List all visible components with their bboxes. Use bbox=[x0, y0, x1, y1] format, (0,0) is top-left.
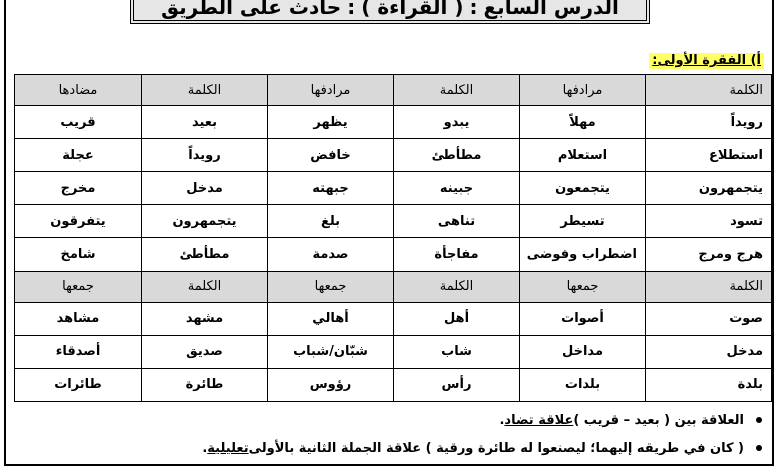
table-cell: مفاجأة bbox=[394, 238, 520, 271]
table-header-cell: الكلمة bbox=[142, 75, 268, 106]
table-row bbox=[15, 172, 772, 205]
table-cell: عجلة bbox=[15, 139, 142, 172]
table-header-row bbox=[15, 271, 772, 302]
note-emphasis: علاقة تضاد bbox=[504, 412, 574, 428]
note-text: العلاقة بين ( بعيد – قريب ) bbox=[573, 412, 744, 428]
table-header-row bbox=[15, 75, 772, 106]
table-cell: رأس bbox=[394, 368, 520, 401]
table-cell: مدخل bbox=[646, 335, 772, 368]
table-header-cell: مضادها bbox=[15, 75, 142, 106]
section-heading: أ) الفقرة الأولى: bbox=[649, 53, 764, 69]
table-header-cell: الكلمة bbox=[142, 271, 268, 302]
table-cell: رويداً bbox=[142, 139, 268, 172]
table-header-cell: مرادفها bbox=[268, 75, 394, 106]
table-cell: جبينه bbox=[394, 172, 520, 205]
table-cell: قريب bbox=[15, 106, 142, 139]
table-cell: يتجمهرون bbox=[142, 205, 268, 238]
table-cell: مخرج bbox=[15, 172, 142, 205]
bullet-icon bbox=[756, 417, 762, 423]
table-cell: يتجمعون bbox=[520, 172, 646, 205]
notes-list bbox=[22, 406, 762, 462]
table-cell: جبهته bbox=[268, 172, 394, 205]
table-cell: تسود bbox=[646, 205, 772, 238]
table-cell: يظهر bbox=[268, 106, 394, 139]
table-cell: مشاهد bbox=[15, 302, 142, 335]
table-header-cell: جمعها bbox=[520, 271, 646, 302]
table-cell: مطأطئ bbox=[142, 238, 268, 271]
table-row bbox=[15, 335, 772, 368]
table-header-cell: جمعها bbox=[268, 271, 394, 302]
table-cell: رؤوس bbox=[268, 368, 394, 401]
table-cell: يتفرقون bbox=[15, 205, 142, 238]
table-header-cell: مرادفها bbox=[520, 75, 646, 106]
table-cell: أهل bbox=[394, 302, 520, 335]
table-row bbox=[15, 139, 772, 172]
table-cell: شامخ bbox=[15, 238, 142, 271]
note-item bbox=[22, 434, 762, 462]
table-cell: صدمة bbox=[268, 238, 394, 271]
table-cell: رويداً bbox=[646, 106, 772, 139]
table-cell: بلدات bbox=[520, 368, 646, 401]
table-cell: بعيد bbox=[142, 106, 268, 139]
note-tail: . bbox=[499, 412, 505, 428]
table-cell: شاب bbox=[394, 335, 520, 368]
table-cell: تسيطر bbox=[520, 205, 646, 238]
table-row bbox=[15, 205, 772, 238]
lesson-number: الدرس السابع bbox=[483, 0, 619, 19]
title-separator: : bbox=[347, 0, 356, 19]
bullet-icon bbox=[756, 445, 762, 451]
table-cell: أهالي bbox=[268, 302, 394, 335]
table-cell: مشهد bbox=[142, 302, 268, 335]
table-header-cell: الكلمة bbox=[394, 75, 520, 106]
note-text: ( كان في طريقه إليهما؛ ليصنعوا له طائرة ورقية ) علاقة الجملة الثانية بالأولى bbox=[248, 440, 744, 456]
table-cell: مهلاً bbox=[520, 106, 646, 139]
table-cell: مدخل bbox=[142, 172, 268, 205]
table-cell: مطأطئ bbox=[394, 139, 520, 172]
table-header-cell: الكلمة bbox=[646, 271, 772, 302]
table-cell: بلدة bbox=[646, 368, 772, 401]
note-item bbox=[22, 406, 762, 434]
note-emphasis: تعليلية bbox=[207, 440, 249, 456]
table-row bbox=[15, 302, 772, 335]
table-cell: خافض bbox=[268, 139, 394, 172]
table-cell: استعلام bbox=[520, 139, 646, 172]
table-cell: أصوات bbox=[520, 302, 646, 335]
table-header-cell: جمعها bbox=[15, 271, 142, 302]
table-cell: يبدو bbox=[394, 106, 520, 139]
note-tail: . bbox=[202, 440, 208, 456]
table-cell: صوت bbox=[646, 302, 772, 335]
table-cell: شبّان/شباب bbox=[268, 335, 394, 368]
table-cell: طائرات bbox=[15, 368, 142, 401]
table-header-cell: الكلمة bbox=[394, 271, 520, 302]
table-cell: بلغ bbox=[268, 205, 394, 238]
table-cell: هرج ومرج bbox=[646, 238, 772, 271]
table-cell: تناهى bbox=[394, 205, 520, 238]
table-cell: يتجمهرون bbox=[646, 172, 772, 205]
lesson-type: ( القراءة ) bbox=[361, 0, 464, 19]
table-cell: طائرة bbox=[142, 368, 268, 401]
table-row bbox=[15, 106, 772, 139]
vocabulary-table bbox=[14, 74, 772, 402]
lesson-title bbox=[130, 0, 650, 24]
table-cell: صديق bbox=[142, 335, 268, 368]
table-header-cell: الكلمة bbox=[646, 75, 772, 106]
table-cell: مداخل bbox=[520, 335, 646, 368]
title-separator: : bbox=[469, 0, 478, 19]
table-cell: أصدقاء bbox=[15, 335, 142, 368]
table-cell: استطلاع bbox=[646, 139, 772, 172]
table-cell: اضطراب وفوضى bbox=[520, 238, 646, 271]
lesson-topic: حادث على الطريق bbox=[161, 0, 342, 19]
table-row bbox=[15, 238, 772, 271]
table-row bbox=[15, 368, 772, 401]
